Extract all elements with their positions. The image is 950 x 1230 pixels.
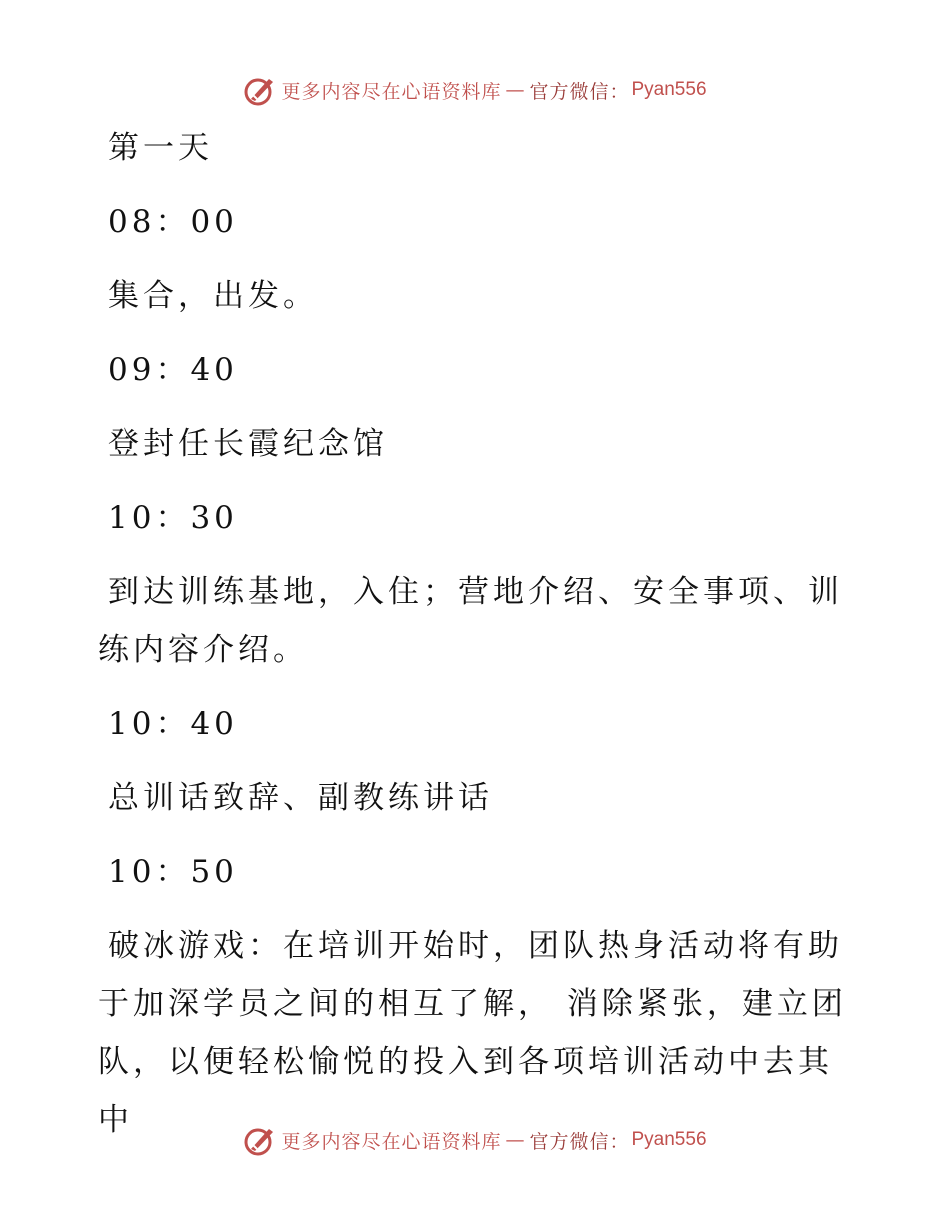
watermark-banner-top <box>0 70 950 110</box>
watermark-separator: — <box>505 1129 526 1151</box>
schedule-time: 09：40 <box>108 352 238 388</box>
schedule-time: 10：30 <box>108 500 238 536</box>
quill-logo-icon <box>243 73 277 107</box>
schedule-activity: 集合，出发。 <box>108 278 318 314</box>
schedule-time: 10：50 <box>108 854 238 890</box>
watermark-wechat-id: Pyan556 <box>631 1129 707 1150</box>
watermark-wechat-label: 官方微信： <box>529 1130 630 1153</box>
quill-logo-icon <box>243 1123 277 1157</box>
watermark-separator: — <box>505 79 526 101</box>
schedule-activity: 破冰游戏：在培训开始时，团队热身活动将有助于加深学员之间的相互了解， 消除紧张，建立团队，以便轻松愉悦的投入到各项培训活动中去其中 <box>98 928 847 1138</box>
day-heading: 第一天 <box>108 130 213 166</box>
schedule-activity: 登封任长霞纪念馆 <box>108 426 388 462</box>
schedule-activity: 总训话致辞、副教练讲话 <box>108 780 493 816</box>
schedule-activity: 到达训练基地，入住；营地介绍、安全事项、训练内容介绍。 <box>98 574 843 668</box>
schedule-time: 08：00 <box>108 204 238 240</box>
watermark-banner-bottom <box>0 1120 950 1160</box>
schedule-time: 10：40 <box>108 706 238 742</box>
watermark-main-text: 更多内容尽在心语资料库 <box>281 1130 502 1153</box>
watermark-wechat-label: 官方微信： <box>529 80 630 103</box>
watermark-main-text: 更多内容尽在心语资料库 <box>281 80 502 103</box>
watermark-wechat-id: Pyan556 <box>631 79 707 100</box>
